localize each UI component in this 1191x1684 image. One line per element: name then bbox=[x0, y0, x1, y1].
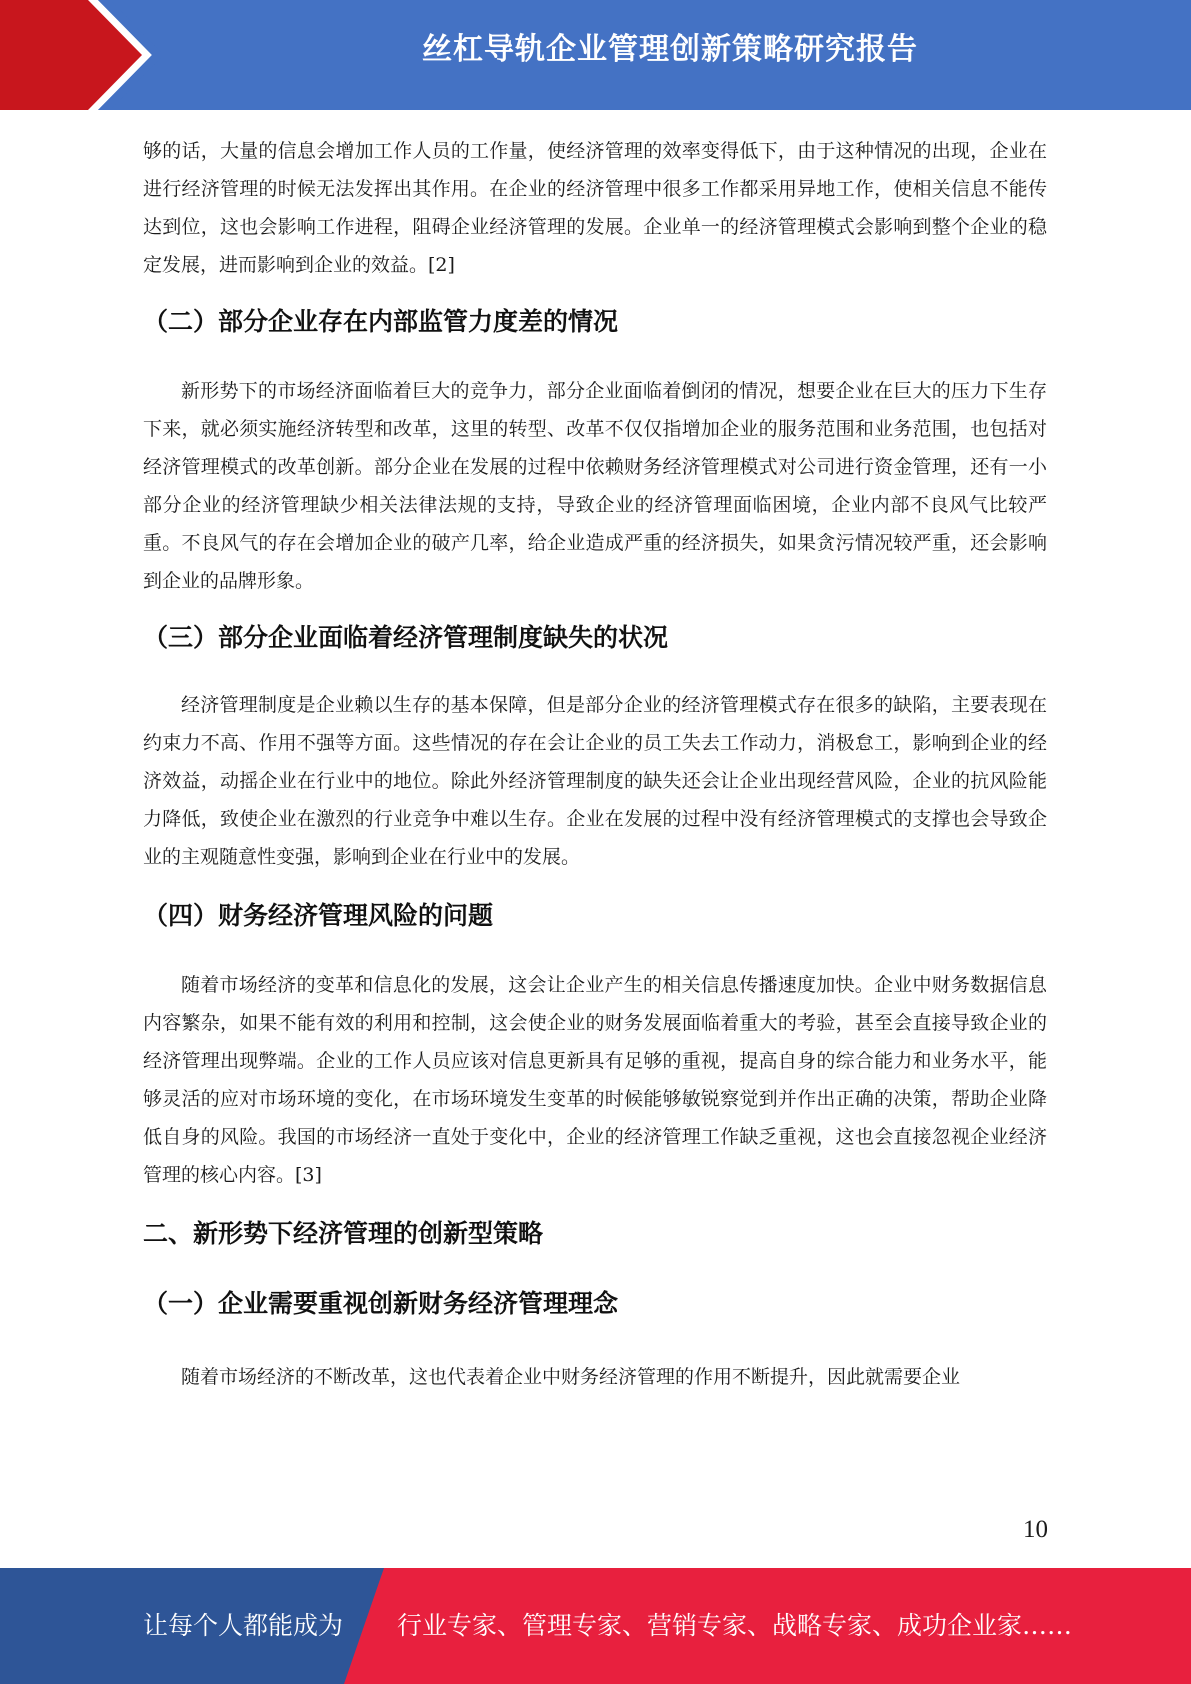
chapter-heading-2: 二、新形势下经济管理的创新型策略 bbox=[143, 1219, 544, 1248]
page-number: 10 bbox=[1023, 1516, 1048, 1543]
section-heading-4: （四）财务经济管理风险的问题 bbox=[143, 901, 494, 930]
page-footer bbox=[0, 1568, 1191, 1684]
chapter-2-section-heading-1: （一）企业需要重视创新财务经济管理理念 bbox=[143, 1289, 619, 1318]
paragraph-section-4: 随着市场经济的变革和信息化的发展，这会让企业产生的相关信息传播速度加快。企业中财务数据信息内容繁杂，如果不能有效的利用和控制，这会使企业的财务发展面临着重大的考验，甚至会直接导致企业的经济管理出现弊端。企业的工作人员应该对信息更新具有足够的重视，提高自身的综合能力和业务水平，能够灵活的应对市场环境的变化，在市场环境发生变革的时候能够敏锐察觉到并作出正确的决策，帮助企业降低自身的风险。我国的市场经济一直处于变化中，企业的经济管理工作缺乏重视，这也会直接忽视企业经济管理的核心内容。[3] bbox=[143, 974, 1047, 1186]
section-heading-3: （三）部分企业面临着经济管理制度缺失的状况 bbox=[143, 623, 669, 652]
paragraph-section-2: 新形势下的市场经济面临着巨大的竞争力，部分企业面临着倒闭的情况，想要企业在巨大的压力下生存下来，就必须实施经济转型和改革，这里的转型、改革不仅仅指增加企业的服务范围和业务范围，也包括对经济管理模式的改革创新。部分企业在发展的过程中依赖财务经济管理模式对公司进行资金管理，还有一小部分企业的经济管理缺少相关法律法规的支持，导致企业的经济管理面临困境，企业内部不良风气比较严重。不良风气的存在会增加企业的破产几率，给企业造成严重的经济损失，如果贪污情况较严重，还会影响到企业的品牌形象。 bbox=[143, 380, 1047, 592]
document-body bbox=[143, 132, 1047, 1396]
paragraph-section-3: 经济管理制度是企业赖以生存的基本保障，但是部分企业的经济管理模式存在很多的缺陷，主要表现在约束力不高、作用不强等方面。这些情况的存在会让企业的员工失去工作动力，消极怠工，影响到企业的经济效益，动摇企业在行业中的地位。除此外经济管理制度的缺失还会让企业出现经营风险，企业的抗风险能力降低，致使企业在激烈的行业竞争中难以生存。企业在发展的过程中没有经济管理模式的支撑也会导致企业的主观随意性变强，影响到企业在行业中的发展。 bbox=[143, 694, 1047, 868]
document-title: 丝杠导轨企业管理创新策略研究报告 bbox=[422, 32, 918, 67]
page-header bbox=[0, 0, 1191, 110]
footer-slogan-right: 行业专家、管理专家、营销专家、战略专家、成功企业家…… bbox=[397, 1611, 1073, 1640]
footer-slogan-left: 让每个人都能成为 bbox=[143, 1611, 344, 1640]
paragraph-continued: 够的话，大量的信息会增加工作人员的工作量，使经济管理的效率变得低下，由于这种情况的出现，企业在进行经济管理的时候无法发挥出其作用。在企业的经济管理中很多工作都采用异地工作，使相关信息不能传达到位，这也会影响工作进程，阻碍企业经济管理的发展。企业单一的经济管理模式会影响到整个企业的稳定发展，进而影响到企业的效益。[2] bbox=[143, 140, 1047, 276]
paragraph-chapter-2-section-1: 随着市场经济的不断改革，这也代表着企业中财务经济管理的作用不断提升，因此就需要企业 bbox=[181, 1366, 961, 1388]
section-heading-2: （二）部分企业存在内部监管力度差的情况 bbox=[143, 307, 619, 336]
